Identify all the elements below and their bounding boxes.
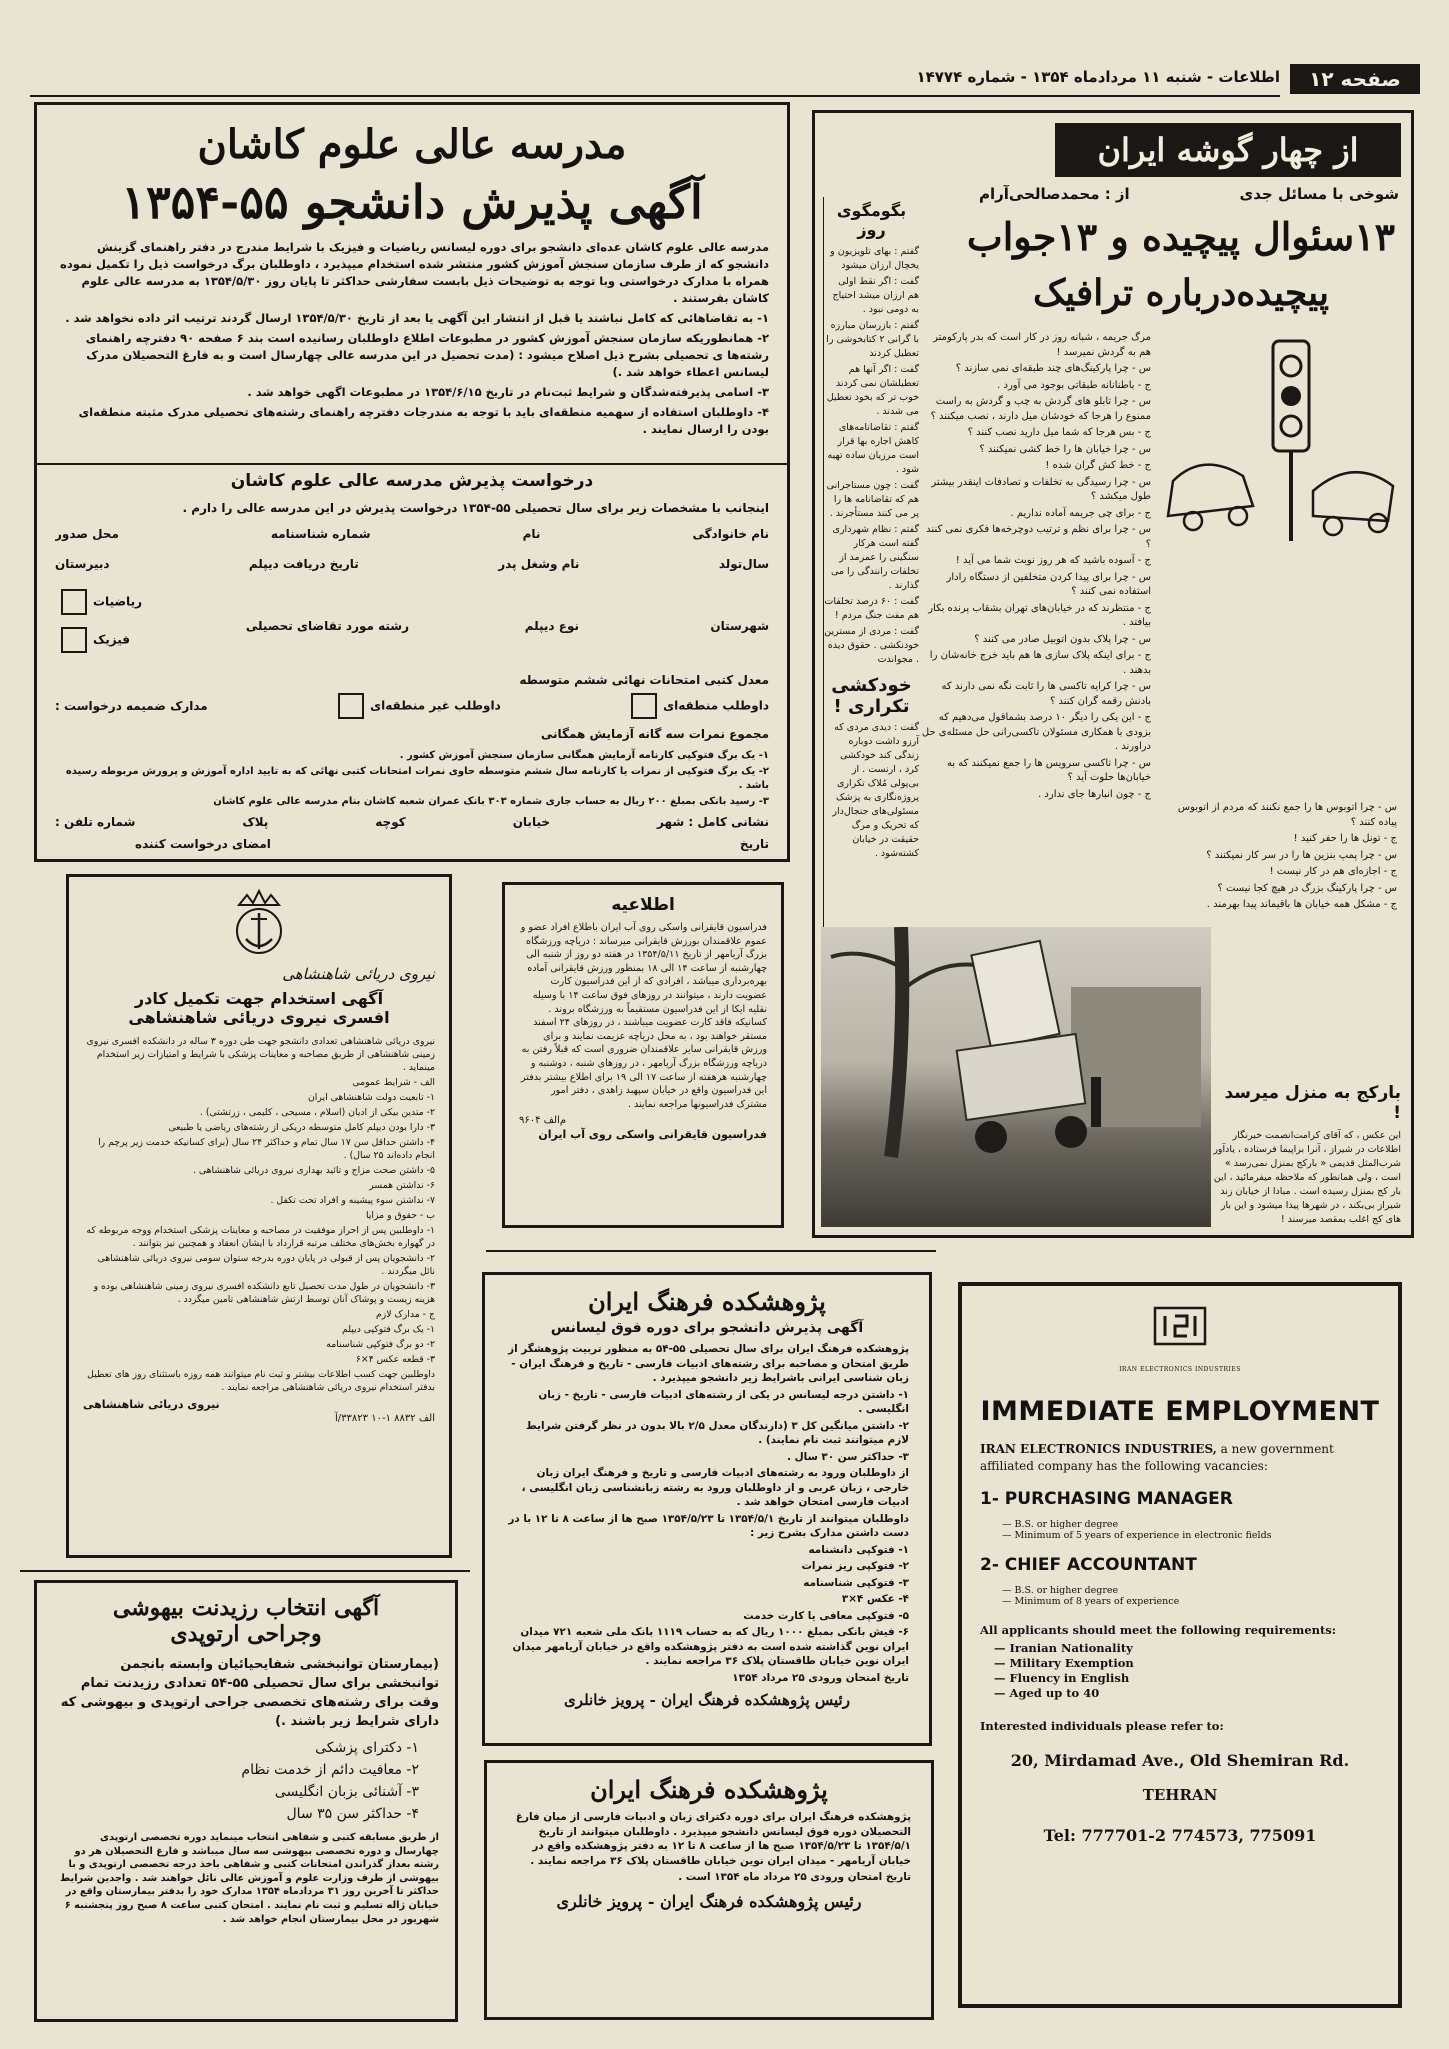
notice-ref: م‌الف ۹۶۰۴ (519, 1115, 567, 1127)
qa-item: ج - اجازه‌ای هم در کار نیست ! (1269, 866, 1397, 877)
four-corners-banner: از چهار گوشه ایران (1055, 123, 1401, 177)
form-address (55, 815, 769, 829)
qa-item: ج - منتظرند که در خیابان‌های تهران بشقاب پرنده بکار بیافتد . (928, 602, 1151, 628)
navy-item: ج - مدارک لازم (375, 1309, 435, 1320)
farhang1-item: ۲- داشتن میانگین کل ۳ (دارندگان معدل ۲/۵ بالا بدون در نظر گرفتن شرایط لازم میتوانند ثبت نام نمایند) . (525, 1419, 909, 1446)
form-field-major[interactable]: رشته مورد تقاضای تحصیلی (245, 619, 409, 633)
refer-line: Interested individuals please refer to: (980, 1719, 1224, 1733)
qa-item: ج - برای چی جریمه آماده نداریم . (1010, 507, 1151, 519)
qa-item: س - چرا خیابان ها را خط کشی نمیکنند ؟ (979, 443, 1151, 455)
kashan-body (55, 239, 769, 438)
checkbox[interactable] (631, 693, 657, 719)
talk-item: گفت : اگر آنها هم تعطیلشان نمی کردند خوب تر که بخود تعطیل می شدند . (826, 364, 919, 417)
employment-tel: Tel: 777701-2 774573, 775091 (1043, 1826, 1317, 1845)
farhang1-sign: رئیس پژوهشکده فرهنگ ایران - پرویز خانلری (564, 1691, 850, 1709)
farhang1-item: داوطلبان میتوانند از تاریخ ۱۳۵۴/۵/۱ تا ۱۳۵۴/۵/۲۳ صبح ها از ساعت ۸ تا ۱۲ با در دست داشتن مدارک بشرح زیر : (508, 1512, 909, 1539)
page-header (30, 62, 1420, 98)
form-field-school[interactable]: دبیرستان (55, 557, 110, 571)
form-field-lastname[interactable]: نام خانوادگی (692, 527, 769, 541)
address-phone[interactable]: شماره تلفن : (55, 815, 136, 829)
navy-item: ۴- داشتن حداقل سن ۱۷ سال تمام و حداکثر ۲۴ سال (برای کسانیکه خدمت زیر پرچم را انجام داده‌اند ۲۵ سال) . (98, 1137, 435, 1161)
navy-emblem (83, 887, 435, 965)
farhang1-item: ۶- فیش بانکی بمبلغ ۱۰۰۰ ریال که به حساب ۱۱۱۹ بانک ملی شعبه ۷۲۱ میدان ایران نوین گذاشته شده است به دفتر پژوهشکده واقع در خیابان آریامهر میدان ایران نوین خیابان طاقستان پلاک ۳۶ مراجعه نمایند . (512, 1626, 909, 1667)
qa-item: س - چرا رسیدگی به تخلفات و تصادفات اینقدر بیشتر طول میکشد ؟ (931, 476, 1151, 502)
farhang1-item: ۴- عکس ۴×۳ (841, 1593, 909, 1605)
form-field-father[interactable]: نام وشغل پدر (498, 557, 580, 571)
form-row-3 (55, 589, 769, 659)
major-physics-option[interactable]: فیزیک (55, 627, 130, 653)
navy-item: ۷- نداشتن سوء پیشینه و افراد تحت تکفل . (270, 1195, 435, 1206)
qa-item: ج - خط کش گران شده ! (1045, 460, 1151, 471)
navy-item: ۳- دارا بودن دیپلم کامل متوسطه دریکی از رشته‌های ریاضی یا طبیعی (168, 1122, 435, 1133)
headline-2: پیچیده‌درباره ترافیک (1032, 272, 1330, 314)
form-footer (55, 837, 769, 851)
four-corners-kicker-line (979, 185, 1399, 203)
requirement: — Military Exemption (994, 1656, 1134, 1670)
navy-item: ۳- دانشجویان در طول مدت تحصیل تابع دانشکده افسری نیروی زمینی شاهنشاهی بوده و هزینه زیست و پوشاک آنان توسط ارتش شاهنشاهی تامین میگردد . (93, 1281, 435, 1305)
notice-text: فدراسیون قایقرانی واسکی روی آب ایران باطلاع افراد عضو و عموم علاقمندان بورزش قایقرانی میرساند : دریاچه ورزشگاه بزرگ آریامهر از تاریخ ۱۳۵۴/۵/۱۱ در هفته دو روز از شنبه الی چهارشنبه از ساعت ۱۴ الی ۱۸ بمنظور ورزش قایقرانی آماده بهره‌برداری میباشد ، افرادی که از این فدراسیون کارت عضویت دارند ، میتوانند در روزهای فوق ساعت ۱۴ با وسیله نقلیه ایکا از این فدراسیون مستقیماً به ورزشگاه بروند . کسانیکه فاقد کارت عضویت میباشند ، در روزهای ۲۴ اسفند مستقر خواهند بود ، به محل دریاچه عزیمت نمایند و برای ورزش قایقرانی سایر علاقمندان ضروری است که قبلاً رفتن به دریاچه ورزشگاه بزرگ آریامهر ، در روزهای شنبه ، دوشنبه و چهارشنبه هرهفته از ساعت ۱۷ الی ۱۹ برای اطلاع بیشتر بدفتر این فدراسیون واقع در خیابان سپهبد زاهدی ، دفتر امور مشترک فدراسیونها مراجعه نمایند . (520, 922, 767, 1110)
requirement: — Iranian Nationality (994, 1641, 1133, 1655)
hospital-text: از طریق مسابقه کتبی و شفاهی انتخاب مینماید دوره تخصصی ارتوپدی چهارسال و دوره تخصصی بیهوشی سه سال میباشد و فارغ التحصیلان هر دو رشته بعداز گذراندن امتحانات کتبی و شفاهی باخذ درجه تخصصی ارتوپدی و با بیهوشی از طرف وزارت علوم و آموزش عالی نائل خواهند شد . واجدین شرایط حداکثر تا آخرین روز ۳۱ مردادماه ۱۳۵۴ مدارک خود را بدفتر بیمارستان واقع در خیابان ژاله تسلیم و ثبت نام نمایند . امتحان کتبی ساعت ۸ صبح روز پنجشنبه ۶ شهریور در محل بیمارستان انجام خواهد شد . (60, 1832, 439, 1925)
form-row-4: معدل کتبی امتحانات نهائی ششم متوسطه (519, 673, 769, 687)
navy-item: ۱- داوطلبین پس از احراز موفقیت در مصاحبه و معاینات پزشکی استخدام ووجه مربوطه که در گهواره بخش‌های مختلف مرتبه قرارداد با ایشان انعقاد و همچنین نیز بتوانند . (86, 1225, 435, 1249)
logo-caption: IRAN ELECTRONICS INDUSTRIES (1119, 1366, 1241, 1373)
hospital-item: ۱- دکترای پزشکی (315, 1740, 419, 1756)
talk-item: گفتم : نظام شهرداری گفته است هرکار سنگینی را عمرمد از تخلفات رانندگی را می گذارند . (830, 524, 919, 591)
qa-item: س - چرا اتوبوس ها را جمع نکنند که مردم از اتوبوس پیاده کنند ؟ (1177, 802, 1397, 828)
iran-electronics-logo (1135, 1302, 1225, 1362)
employment-logo (980, 1302, 1380, 1374)
non-region-applicant-option[interactable]: داوطلب غیر منطقه‌ای (332, 693, 501, 719)
truck-tipped-photo (821, 927, 1211, 1227)
navy-item: ب - حقوق و مزایا (366, 1210, 435, 1221)
farhang2-text: پژوهشکده فرهنگ ایران برای دوره دکترای زبان و ادبیات فارسی از میان فارغ التحصیلان دوره فوق لیسانس دانشجو میپذیرد . داوطلبان میتوانند از تاریخ ۱۳۵۴/۵/۱ تا ۱۳۵۴/۵/۲۳ صبح ها از ساعت ۸ تا ۱۲ به دفتر پژوهشکده واقع در خیابان آریامهر - میدان ایران نوین خیابان طاقستان پلاک ۳۶ مراجعه نمایند . (515, 1811, 911, 1867)
farhang1-item: از داوطلبان ورود به رشته‌های ادبیات فارسی و تاریخ و فرهنگ ایران زبان خارجی ، زبان عربی و از داوطلبان ورود به رشته زبانشناسی زبان انگلیسی ، ادبیات فارسی امتحان خواهد شد . (521, 1467, 909, 1508)
doc-item: ۲- یک برگ فتوکپی از نمرات یا کارنامه سال ششم متوسطه حاوی نمرات امتحانات کتبی نهائی که به تایید اداره آموزش و پرورش مربوطه رسیده باشد . (65, 766, 769, 791)
navy-crown-anchor-emblem (224, 887, 294, 961)
attached-docs-label: مدارک ضمیمه درخواست : (55, 699, 208, 713)
talk-item: گفت : مردی از مسترین خودنکشی . حقوق دیده . مجواندت (824, 626, 919, 665)
form-date[interactable]: تاریخ (739, 837, 769, 851)
navy-intro: نیروی دریائی شاهنشاهی تعدادی دانشجو جهت طی دوره ۳ ساله در دانشکده افسری نیروی زمینی شاهنشاهی از طریق مصاحبه و معاینات پزشکی با شرایط و امتیازات زیر استخدام مینماید . (86, 1036, 435, 1073)
form-title: درخواست پذیرش مدرسه عالی علوم کاشان (230, 471, 594, 491)
hospital-title-1: آگهی انتخاب رزیدنت بیهوشی (112, 1595, 380, 1621)
form-row-2 (55, 557, 769, 571)
position-1 (980, 1489, 1380, 1541)
navy-item: ۱- تابعیت دولت شاهنشاهی ایران (307, 1092, 435, 1103)
navy-org: نیروی دریائی شاهنشاهی (282, 965, 435, 983)
kashan-ad (34, 102, 790, 862)
traffic-cartoon-illustration (1163, 331, 1397, 551)
photo-caption: این عکس ، که آقای کرامت‌انصمت خبرنگار اطلاعات در شیراز ، آنرا براپیما فرستاده ، یادآور شرب‌المثل قدیمی « بارکج بمنزل نمی‌رسد » است ، ولی همانطور که ملاحظه میفرمائید ، این بار کج بمنزل رسیده است . مبادا از خیابان زند شیراز بی‌بکند ، در شهر‌ها پیدا میشود و این بار های کج اغلب بمقصد میرسند ! (1213, 1130, 1401, 1225)
position-req: — B.S. or higher degree (1002, 1585, 1119, 1596)
kashan-intro: مدرسه عالی علوم کاشان عده‌ای دانشجو برای دوره لیسانس ریاضیات و فیزیک با شرایط مندرج در دفتر راهنمای گزینش دانشجو که از طرف سازمان سنجش آموزش کشور منتشر شده استخدام میپذیرد ، داوطلبان برگ درخواست ذیل را تکمیل نموده همراه با مدارک درخواستی وبا توجه به توضیحات ذیل بابست سفارشی حداکثر تا پایان روز ۱۳۵۴/۵/۳۰ به مدرسه عالی علوم کاشان بفرستند . (60, 240, 769, 305)
form-row-5: مجموع نمرات سه گانه آزمایش همگانی (540, 727, 769, 741)
column-talk-title: بگومگوی روز (836, 201, 907, 239)
qa-item: مرگ جریمه ، شبانه روز در کار است که بدر پارکومتر هم به گردش نمیرسد ! (933, 332, 1151, 358)
region-applicant-option[interactable]: داوطلب منطقه‌ای (625, 693, 769, 719)
address-street[interactable]: خیابان (512, 815, 550, 829)
talk-item: گفتم : تقاضانامه‌های کاهش اجاره بها قرار است مرزیان ساده تهیه شود . (827, 422, 919, 475)
kashan-subtitle: آگهی پذیرش دانشجو ۵۵-۱۳۵۴ (121, 175, 703, 229)
farhang1-item: تاریخ امتحان ورودی ۲۵ مرداد ۱۳۵۴ (732, 1671, 909, 1684)
requirement: — Aged up to 40 (994, 1686, 1100, 1700)
farhang1-intro: پژوهشکده فرهنگ ایران برای سال تحصیلی ۵۵-۵۴ به منظور تربیت پژوهشگر از طریق امتحان و مصاحبه برای رشته‌های ادبیات فارسی - تاریخ و فرهنگ ایران - زبان شناسی ایرانی باشرایط زیر دانشجو میپذیرد . (508, 1343, 909, 1384)
qa-item: س - چرا برای پیدا کردن متخلفین از دستگاه رادار استفاده نمی کنند ؟ (946, 571, 1151, 597)
navy-item: داوطلبین جهت کسب اطلاعات بیشتر و ثبت نام میتوانند همه روزه باستثنای روز های تعطیل بدفتر استخدام نیروی دریائی شاهنشاهی مراجعه نمایند . (87, 1369, 435, 1393)
navy-ad (66, 874, 452, 1558)
suicide-text: گفت : دیدی مردی که آرزو داشت دوباره زندگی کند خودکشی کرد ، ارنست . از بی‌پولی مُلاک تکراری پروژه‌نگاری به پزشک مسئولی‌های جنجال‌دار که تحریک و مرگ حقیقت در خیابان کشته‌شود . (832, 722, 919, 859)
navy-item: ۳- قطعه عکس ۴×۶ (355, 1354, 435, 1365)
photo-title: بارکج به منزل میرسد ! (1224, 1083, 1401, 1123)
position-title: 2- CHIEF ACCOUNTANT (980, 1555, 1197, 1575)
hospital-item: ۴- حداکثر سن ۳۵ سال (286, 1806, 419, 1822)
qa-item: ج - بس هرجا که شما میل دارید نصب کنند ؟ (967, 427, 1151, 438)
suicide-title: خودکشی تکراری ! (831, 675, 912, 717)
qa-item: ج - باطنانانه طبقاتی بوجود می آورد . (997, 379, 1151, 391)
hospital-items (53, 1737, 419, 1825)
headline-1: ۱۳سئوال پیچیده و ۱۳جواب (966, 214, 1396, 259)
doc-item: ۱- یک برگ فتوکپی کارنامه آزمایش همگانی سازمان سنجش آموزش کشور . (399, 750, 769, 761)
column-talk-items (824, 245, 919, 667)
form-docs (55, 749, 769, 809)
column-talk (823, 197, 923, 997)
farhang2-title: پژوهشکده فرهنگ ایران (590, 1775, 828, 1804)
farhang2-sign: رئیس پژوهشکده فرهنگ ایران - پرویز خانلری (556, 1892, 862, 1911)
position-req: — B.S. or higher degree (1002, 1519, 1119, 1530)
farhang1-item: ۵- فتوکپی معافی یا کارت خدمت (743, 1609, 909, 1622)
qa-item: ج - برای اینکه پلاک سازی ها هم باید خرج خانه‌شان را بدهند . (929, 650, 1151, 676)
kashan-form (55, 471, 769, 851)
employment-title: IMMEDIATE EMPLOYMENT (980, 1396, 1380, 1427)
hospital-item: ۳- آشنائی بزبان انگلیسی (274, 1784, 419, 1800)
qa-item: ج - چون انبارها جای ندارد . (1038, 788, 1151, 800)
page-number-tab: صفحه ۱۲ (1290, 64, 1420, 94)
major-math-option[interactable]: ریاضیات (55, 589, 142, 615)
farhang1-subtitle: آگهی پذیرش دانشجو برای دوره فوق لیسانس (550, 1320, 864, 1336)
address-city[interactable]: نشانی کامل : شهر (656, 815, 769, 829)
farhang2-date: تاریخ امتحان ورودی ۲۵ مرداد ماه ۱۳۵۴ است . (678, 1871, 911, 1883)
qa-item: س - چرا پارکینگ‌های چند طبقه‌ای نمی سازند ؟ (955, 363, 1151, 374)
navy-item: ۲- دو برگ فتوکپی شناسنامه (326, 1339, 435, 1350)
employment-ad (958, 1282, 1402, 2008)
address-alley[interactable]: کوچه (375, 815, 406, 829)
form-row-1 (55, 527, 769, 541)
farhang1-item: ۱- فتوکپی دانشنامه (808, 1543, 909, 1556)
talk-item: گفت : چون مستاجرانی هم که تقاضانامه ها را پر می کنند مستأجرند . (826, 480, 919, 519)
farhang-masters-ad (482, 1272, 932, 1746)
navy-title-2: افسری نیروی دریائی شاهنشاهی (128, 1008, 390, 1027)
navy-item: ۱- یک برگ فتوکپی دیپلم (342, 1324, 435, 1335)
qa-item: س - چرا پمپ بنزین ها را در سر کار نمیکنند ؟ (1206, 849, 1397, 861)
navy-title-1: آگهی استخدام جهت تکمیل کادر (134, 989, 384, 1008)
kashan-note: ۴- داوطلبان استفاده از سهمیه منطقه‌ای باید با توجه به مندرجات دفترچه راهنمای رشته‌های تحصیلی مدرک مثبته منطقه‌ای بودن را ارسال نمایند . (78, 405, 769, 436)
form-intro: اینجانب با مشخصات زیر برای سال تحصیلی ۵۵-۱۳۵۴ درخواست پذیرش در این مدرسه عالی را دارم . (182, 501, 769, 515)
navy-body (83, 1035, 435, 1394)
header-line: اطلاعات - شنبه ۱۱ مردادماه ۱۳۵۴ - شماره ۱۴۷۷۴ (916, 68, 1280, 86)
requirement: — Fluency in English (994, 1671, 1130, 1685)
farhang1-title: پژوهشکده فرهنگ ایران (588, 1287, 826, 1316)
checkbox[interactable] (338, 693, 364, 719)
qa-item: س - چرا پلاک بدون اتوبیل صادر می کنند ؟ (974, 633, 1151, 645)
form-field-name[interactable]: نام (522, 527, 541, 541)
form-field-diploma-date[interactable]: تاریخ دریافت دیپلم (248, 557, 359, 571)
kashan-note: ۲- همانطوریکه سازمان سنجش آموزش کشور در مطبوعات اطلاع داوطلبان رسانیده است بند ۶ صفحه ۹۰ دفترچه راهنمای رشته‌ها ی تحصیلی بشرح ذیل اصلاح میشود : (مدت تحصیل در این مدرسه عالی چهارسال است و به فارغ التحصیلان مدرک لیسانس اعطاء خواهد شد .) (85, 331, 769, 379)
farhang1-item: ۱- داشتن درجه لیسانس در یکی از رشته‌های ادبیات فارسی - تاریخ - زبان انگلیسی . (538, 1388, 909, 1415)
hospital-item: ۲- معافیت دائم از خدمت نظام (241, 1762, 419, 1778)
photo-caption-box (1211, 1083, 1401, 1233)
position-2 (980, 1555, 1380, 1607)
requirements-list (994, 1641, 1380, 1701)
kashan-title: مدرسه عالی علوم کاشان (197, 121, 627, 168)
hospital-intro: (بیمارستان توانبخشی شفایحیائیان وابسته بانجمن توانبخشی برای سال تحصیلی ۵۵-۵۴ تعدادی رزیدنت تمام وقت برای رشته‌های تخصصی جراحی ارتوپدی و بیهوشی که دارای شرایط زیر باشند .) (60, 1657, 439, 1729)
qa-column-a (921, 331, 1151, 1011)
kashan-note: ۱- به تقاضاهائی که کامل نباشند یا قبل از انتشار این آگهی یا بعد از تاریخ ۱۳۵۴/۵/۳۰ ارسال گردند ترتیب اثر داده نخواهد شد . (65, 311, 769, 325)
talk-item: گفتم : بهای تلویزیون و یخچال ارزان میشود (830, 246, 919, 271)
qa-item: ج - این یکی را دیگر ۱۰ درصد بشماقول می‌دهیم که بزودی با همکاری مسئولان تاکسی‌رانی حل مسئله‌ی حل دراورند . (921, 712, 1151, 752)
requirements-title: All applicants should meet the following requirements: (980, 1623, 1337, 1637)
talk-item: گفت : اگر نقط اولی هم ارزان میشد احتیاج به دومی نبود . (832, 276, 919, 315)
boating-notice (502, 882, 784, 1228)
form-field-diploma-type[interactable]: نوع دیپلم (524, 619, 579, 633)
talk-item: گفت : ۶۰ درصد تخلفات هم مفت جنگ مردم ! (824, 596, 919, 621)
position-req: — Minimum of 8 years of experience (1002, 1596, 1180, 1607)
position-req: — Minimum of 5 years of experience in electronic fields (1002, 1530, 1272, 1541)
four-corners-article (812, 110, 1414, 1238)
traffic-cartoon (1163, 331, 1397, 791)
navy-item: الف - شرایط عمومی (352, 1077, 435, 1088)
form-field-id[interactable]: شماره شناسنامه (270, 527, 371, 541)
hospital-ad (34, 1580, 458, 2022)
notice-title: اطلاعیه (611, 895, 675, 915)
form-field-issue[interactable]: محل صدور (55, 527, 119, 541)
employment-intro: IRAN ELECTRONICS INDUSTRIES, a new government affiliated company has the following vacancies: (980, 1442, 1334, 1473)
employment-address: 20, Mirdamad Ave., Old Shemiran Rd. (1010, 1751, 1350, 1770)
navy-item: ۲- دانشجویان پس از قبولی در پایان دوره بدرجه ستوان سومی نیروی دریائی شاهنشاهی نائل میگردند . (97, 1253, 435, 1277)
qa-item: س - چرا پارکینگ بزرگ در هیچ کجا نیست ؟ (1217, 882, 1397, 894)
qa-item: ج - تونل ها را حفر کنید ! (1293, 833, 1397, 844)
navy-item: ۵- داشتن صحت مزاج و تائید بهداری نیروی دریائی شاهنشاهی . (192, 1165, 435, 1176)
farhang1-item: ۳- حداکثر سن ۳۰ سال . (787, 1450, 909, 1463)
farhang1-item: ۳- فتوکپی شناسنامه (803, 1576, 909, 1589)
author: از : محمدصالحی‌آرام (979, 185, 1130, 203)
hospital-title-2: وجراحی ارتوپدی (170, 1621, 322, 1647)
form-field-birth[interactable]: سال‌تولد (718, 557, 769, 571)
navy-item: ۶- نداشتن همسر (369, 1180, 435, 1191)
kicker: شوخی با مسائل جدی (1239, 185, 1399, 203)
kashan-note: ۳- اسامی پذیرفته‌شدگان و شرایط ثبت‌نام در تاریخ ۱۳۵۴/۶/۱۵ در مطبوعات اگهی خواهد شد . (247, 385, 769, 399)
navy-ref: الف ۸۸۳۲ ۱-۱۰ ۳۳۸۲۳/آ (335, 1413, 435, 1424)
form-signature[interactable]: امضای درخواست کننده (135, 837, 271, 851)
checkbox[interactable] (61, 627, 87, 653)
qa-item: ج - آسوده باشید که هر روز نوبت شما می آید ! (955, 555, 1151, 566)
qa-item: س - چرا کرایه تاکسی ها را ثابت نگه نمی دارند که بادنش رقمه گران کنند ؟ (941, 681, 1151, 707)
truck-photo (821, 927, 1211, 1227)
form-field-city[interactable]: شهرستان (710, 619, 769, 633)
farhang1-item: ۲- فتوکپی ریز نمرات (801, 1560, 909, 1572)
address-plaque[interactable]: پلاک (242, 815, 269, 829)
talk-item: گفتم : بازرسان مبارزه با گرانی ۲ کتابخوشی را تعطیل کردند (826, 320, 919, 359)
checkbox[interactable] (61, 589, 87, 615)
employment-city: TEHRAN (1142, 1786, 1218, 1804)
qa-item: س - چرا تابلو های گردش به چپ و گردش به راست ممنوع را هرجا که خودشان میل دارند ، نصب میکنند ؟ (930, 396, 1151, 422)
notice-sign: فدراسیون قایقرانی واسکی روی آب ایران (538, 1128, 767, 1142)
qa-item: س - چرا برای نظم و ترتیب دوچرخه‌ها فکری نمی کنند ؟ (926, 524, 1151, 550)
position-title: 1- PURCHASING MANAGER (980, 1489, 1233, 1509)
qa-item: ج - مشکل همه خیابان ها باقیماند پیدا بهرمند . (1206, 899, 1397, 910)
navy-sign: نیروی دریائی شاهنشاهی (83, 1398, 220, 1411)
farhang1-body (505, 1342, 909, 1685)
farhang-doctorate-ad (484, 1760, 934, 2020)
qa-item: س - چرا تاکسی سرویس ها را جمع نمیکنند که به خیابان‌ها حلوت آید ؟ (946, 757, 1151, 783)
doc-item: ۳- رسید بانکی بمبلغ ۲۰۰ ریال به حساب جاری شماره ۳۰۳ بانک عمران شعبه کاشان بنام مدرسه عالی علوم کاشان (213, 796, 769, 807)
form-row-4-options (55, 693, 769, 719)
navy-item: ۲- متدین بیکی از ادیان (اسلام ، مسیحی ، کلیمی ، زرتشتی) . (199, 1107, 435, 1118)
